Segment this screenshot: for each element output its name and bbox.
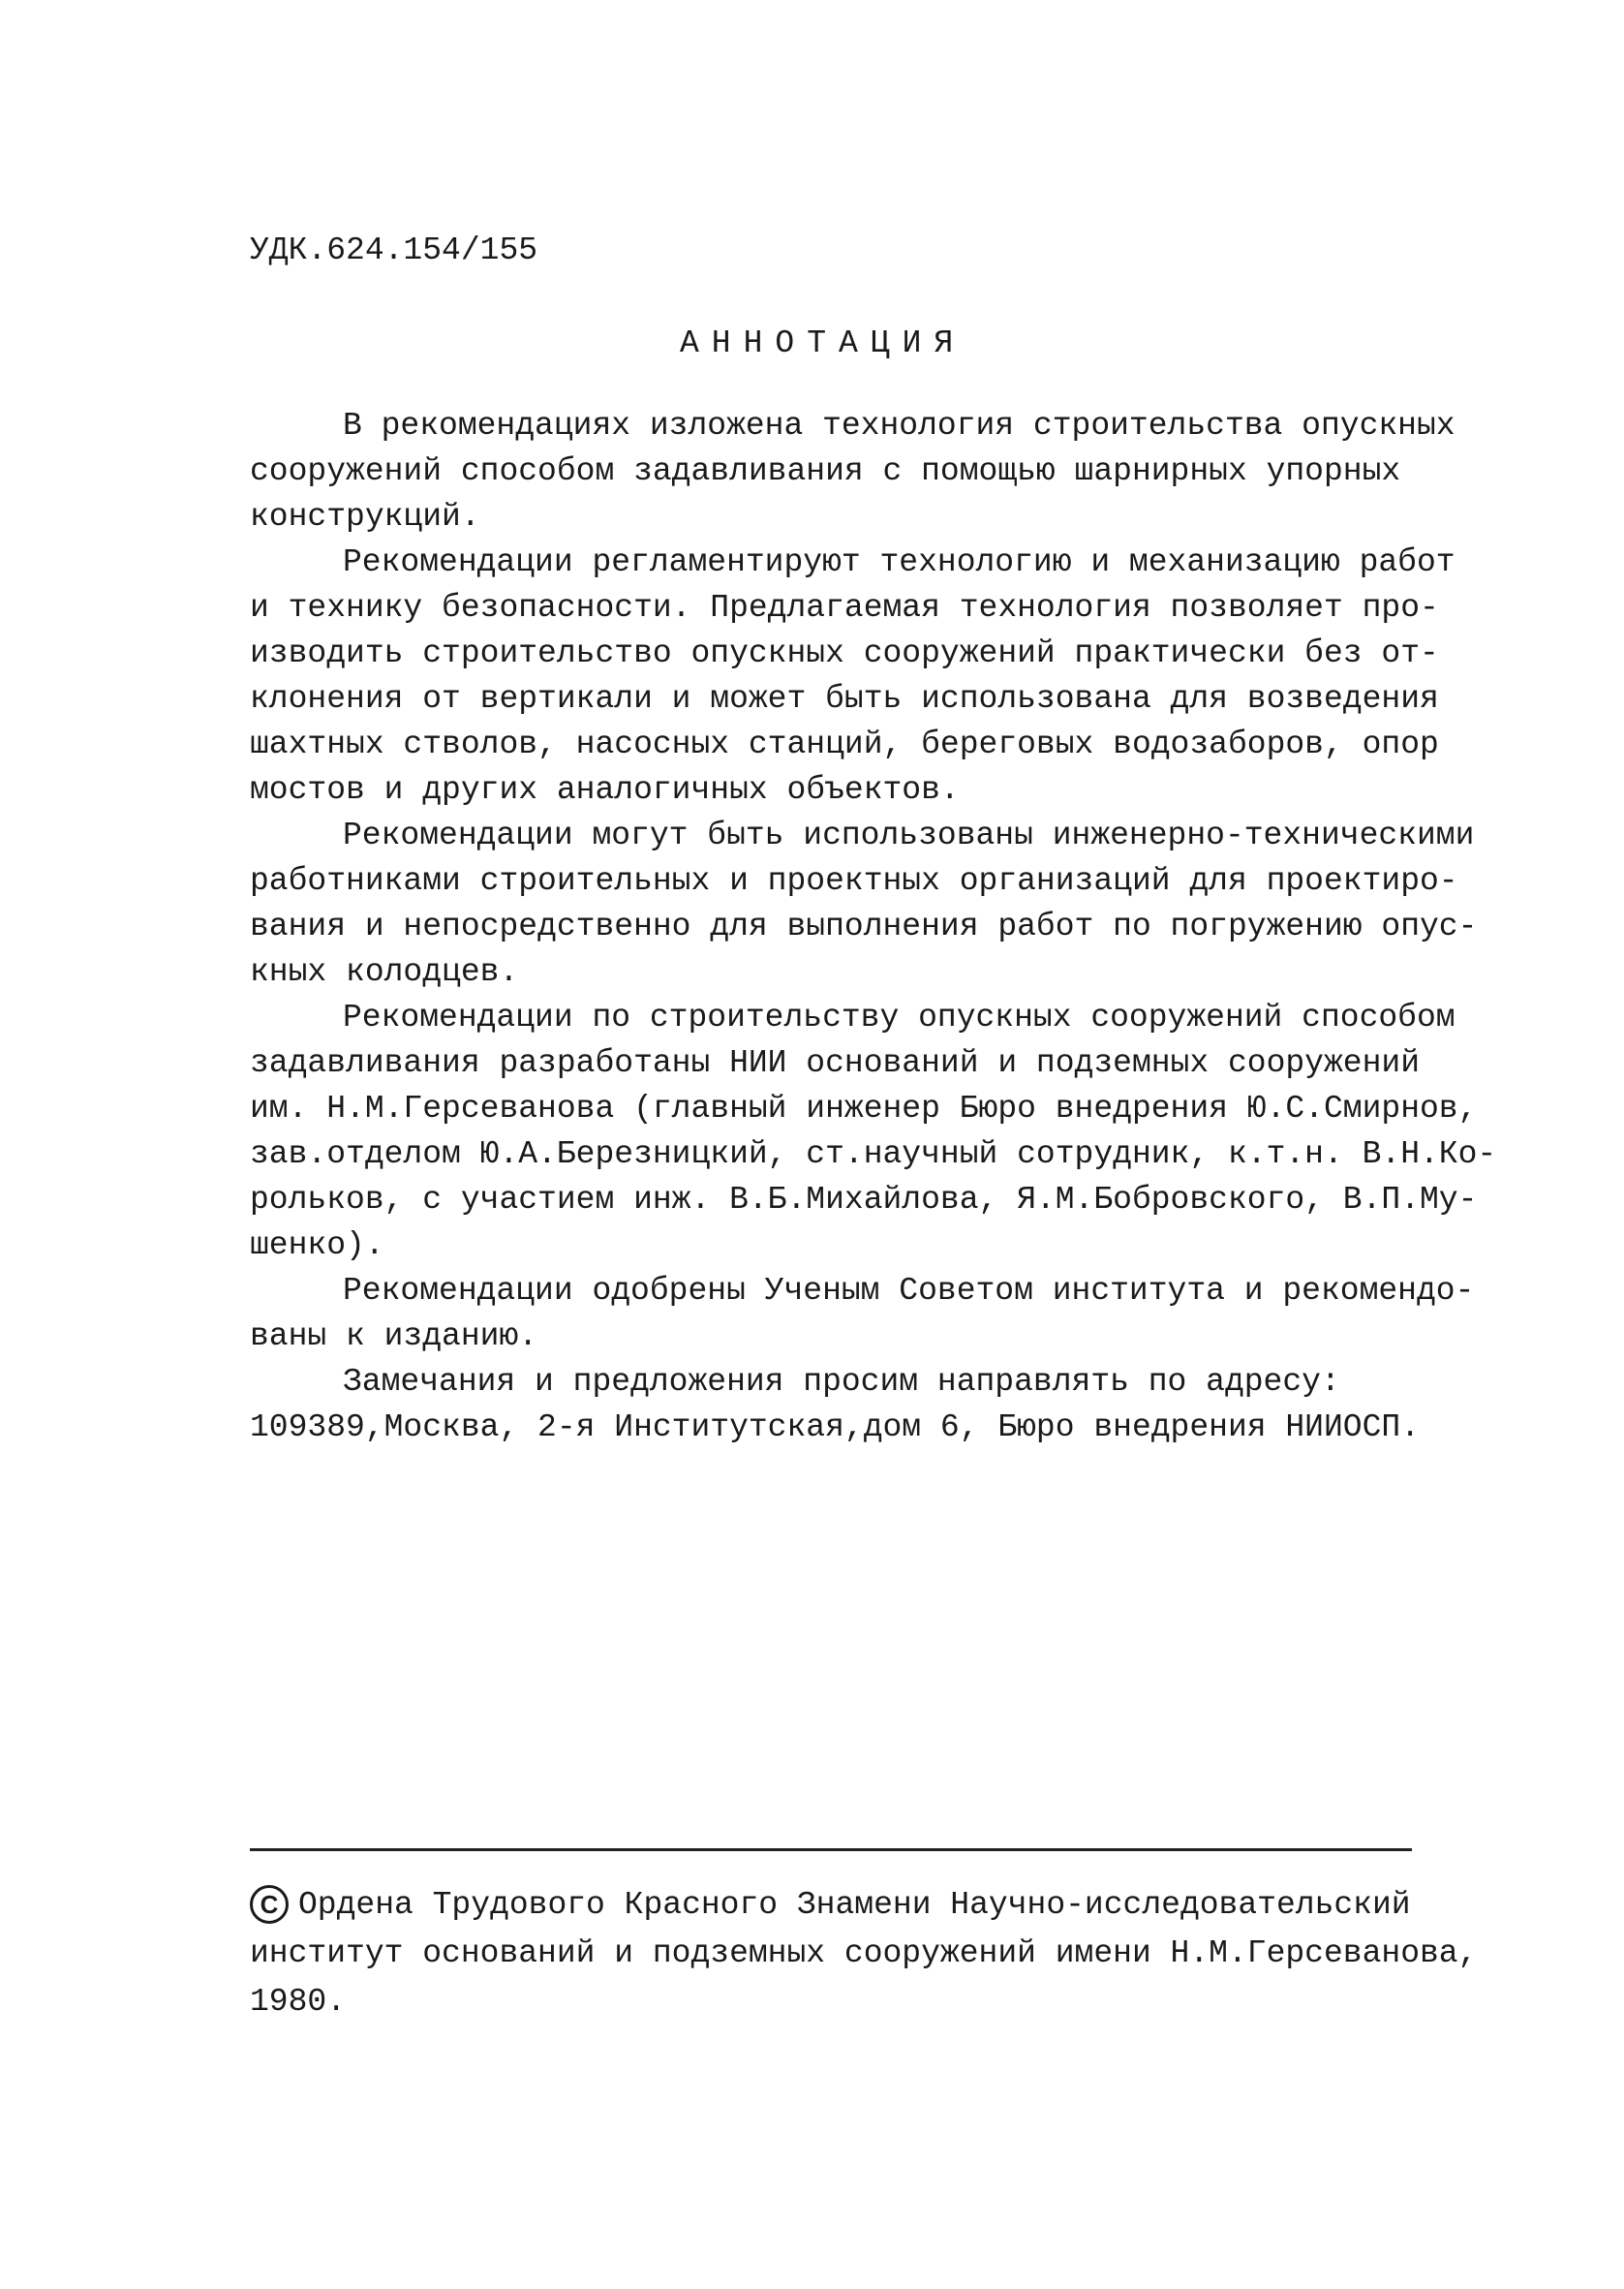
copyright-line: Ордена Трудового Красного Знамени Научно-исследовательский [298,1887,1411,1923]
annotation-heading: АННОТАЦИЯ [680,325,966,361]
text-line: работниками строительных и проектных организаций для проектиро- [250,863,1458,899]
text-line: изводить строительство опускных сооружений практически без от- [250,635,1439,671]
text-line: конструкций. [250,499,480,535]
footnote-divider [250,1848,1412,1851]
paragraph [250,813,1478,995]
paragraph [250,1268,1475,1359]
text-line: шенко). [250,1227,384,1263]
text-line: зав.отделом Ю.А.Березницкий, ст.научный сотрудник, к.т.н. В.Н.Ко- [250,1136,1497,1172]
paragraph [250,1359,1441,1450]
text-line: В рекомендациях изложена технология строительства опускных [343,408,1455,444]
text-line: 109389,Москва, 2-я Институтская,дом 6, Бюро внедрения НИИОСП. [250,1409,1420,1445]
text-line: вания и непосредственно для выполнения работ по погружению опус- [250,909,1478,944]
udk-code: УДК.624.154/155 [250,232,538,268]
text-line: рольков, с участием инж. В.Б.Михайлова, Я.М.Бобровского, В.П.Му- [250,1182,1478,1218]
paragraph [250,403,1455,540]
paragraph [250,540,1455,813]
text-line: шахтных стволов, насосных станций, береговых водозаборов, опор [250,727,1439,762]
copyright-line: институт оснований и подземных сооружений имени Н.М.Герсеванова, [250,1935,1478,1971]
copyright-year: 1980. [250,1984,347,2020]
paragraph [250,995,1497,1268]
annotation-body [250,403,1497,1450]
copyright-icon: C [250,1885,289,1924]
text-line: кных колодцев. [250,954,519,990]
text-line: Рекомендации одобрены Ученым Советом института и рекомендо- [343,1273,1475,1309]
text-line: им. Н.М.Герсеванова (главный инженер Бюро внедрения Ю.С.Смирнов, [250,1091,1478,1127]
text-line: Замечания и предложения просим направлять по адресу: [343,1364,1340,1400]
text-line [250,1881,1451,1930]
text-line: Рекомендации по строительству опускных сооружений способом [343,1000,1455,1036]
text-line: сооружений способом задавливания с помощью шарнирных упорных [250,453,1401,489]
text-line: задавливания разработаны НИИ оснований и подземных сооружений [250,1045,1420,1081]
text-line: клонения от вертикали и может быть использована для возведения [250,681,1439,717]
copyright-notice [250,1881,1478,2026]
text-line: ваны к изданию. [250,1318,538,1354]
text-line: мостов и других аналогичных объектов. [250,772,960,808]
text-line: Рекомендации регламентируют технологию и механизацию работ [343,544,1455,580]
text-line: и технику безопасности. Предлагаемая технология позволяет про- [250,590,1439,626]
text-line: Рекомендации могут быть использованы инженерно-техническими [343,818,1475,853]
